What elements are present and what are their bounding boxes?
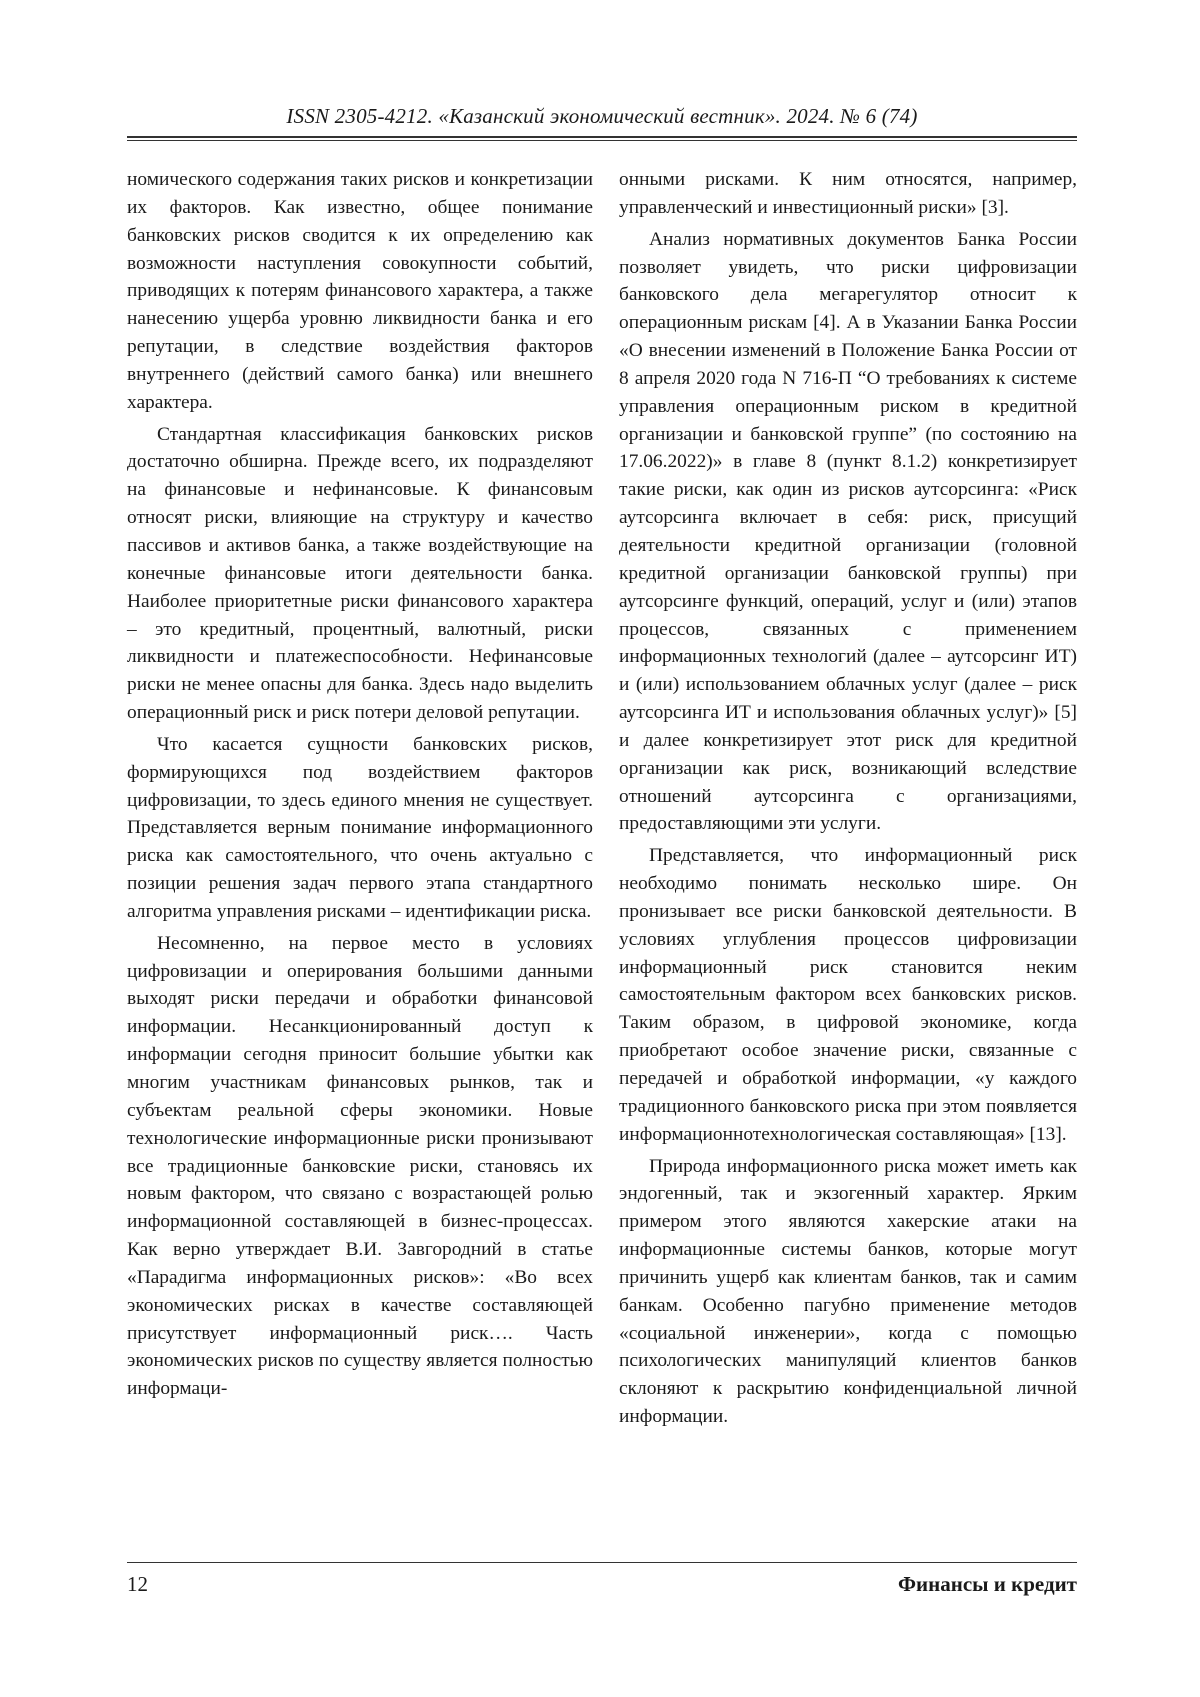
paragraph: Что касается сущности банковских рисков, формирующихся под воздействием факторов цифровизации, то здесь единого мнения не существует. Представляется верным понимание информационного риска как самостоятельного, что очень актуально с позиции решения задач первого этапа стандартного алгоритма управления рисками – идентификации риска. <box>127 733 593 922</box>
paragraph: Природа информационного риска может иметь как эндогенный, так и экзогенный характер. Ярким примером этого являются хакерские атаки на информационные системы банков, которые могут причинить ущерб как клиентам банков, так и самим банкам. Особенно пагубно применение методов «социальной инженерии», когда с помощью психологических манипуляций клиентов банков склоняют к раскрытию конфиденциальной личной информации. <box>619 1155 1077 1428</box>
section-title: Финансы и кредит <box>897 1572 1077 1596</box>
paragraph: Несомненно, на первое место в условиях цифровизации и оперирования большими данными выходят риски передачи и обработки финансовой информации. Несанкционированный доступ к информации сегодня приносит большие убытки как многим участникам финансовых рынков, так и субъектам реальной сферы экономики. Новые технологические информационные риски пронизывают все традиционные банковские риски, становясь их новым фактором, что связано с возрастающей ролью информационной составляющей в бизнес-процессах. Как верно утверждает В.И. Завгородний в статье «Парадигма информационных рисков»: «Во всех экономических рисках в качестве составляющей присутствует информационный риск…. Часть экономических рисков по существу является полностью информаци- <box>127 932 593 1400</box>
footer-rule <box>127 1562 1077 1563</box>
paragraph: номического содержания таких рисков и конкретизации их факторов. Как известно, общее понимание банковских рисков сводится к их определению как возможности наступления совокупности событий, приводящих к потерям финансового характера, а также нанесению ущерба уровню ликвидности банка и его репутации, в следствие воздействия факторов внутреннего (действий самого банка) или внешнего характера. <box>127 169 593 413</box>
right-column <box>619 166 1077 1435</box>
paragraph: Стандартная классификация банковских рисков достаточно обширна. Прежде всего, их подразделяют на финансовые и нефинансовые. К финансовым относят риски, влияющие на структуру и качество пассивов и активов банка, а также воздействующие на конечные финансовые итоги деятельности банка. Наиболее приоритетные риски финансового характера – это кредитный, процентный, валютный, риски ликвидности и платежеспособности. Нефинансовые риски не менее опасны для банка. Здесь надо выделить операционный риск и риск потери деловой репутации. <box>127 423 593 724</box>
paragraph: Представляется, что информационный риск необходимо понимать несколько шире. Он пронизывает все риски банковской деятельности. В условиях углубления процессов цифровизации информационный риск становится неким самостоятельным фактором всех банковских рисков. Таким образом, в цифровой экономике, когда приобретают особое значение риски, связанные с передачей и обработкой информации, «у каждого традиционного банковского риска при этом появляется информационнотехнологическая составляющая» [13]. <box>619 845 1077 1145</box>
header-rule <box>127 136 1077 138</box>
header-rule-thin <box>127 140 1077 141</box>
journal-header: ISSN 2305-4212. «Казанский экономический вестник». 2024. № 6 (74) <box>286 104 918 128</box>
page-number: 12 <box>127 1572 148 1596</box>
paragraph: Анализ нормативных документов Банка России позволяет увидеть, что риски цифровизации банковского дела мегарегулятор относит к операционным рискам [4]. А в Указании Банка России «О внесении изменений в Положение Банка России от 8 апреля 2020 года N 716-П “О требованиях к системе управления операционным риском в кредитной организации и банковской группе” (по состоянию на 17.06.2022)» в главе 8 (пункт 8.1.2) конкретизирует такие риски, как один из рисков аутсорсинга: «Риск аутсорсинга включает в себя: риск, присущий деятельности кредитной организации (головной кредитной организации банковской группы) при аутсорсинге функций, операций, услуг и (или) этапов процессов, связанных с применением информационных технологий (далее – аутсорсинг ИТ) и (или) использованием облачных услуг (далее – риск аутсорсинга ИТ и использования облачных услуг)» [5] и далее конкретизирует этот риск для кредитной организации как риск, возникающий вследствие отношений аутсорсинга с организациями, предоставляющими эти услуги. <box>619 228 1077 835</box>
paragraph: онными рисками. К ним относятся, например, управленческий и инвестиционный риски» [3]. <box>619 169 1077 218</box>
left-column <box>127 166 593 1407</box>
